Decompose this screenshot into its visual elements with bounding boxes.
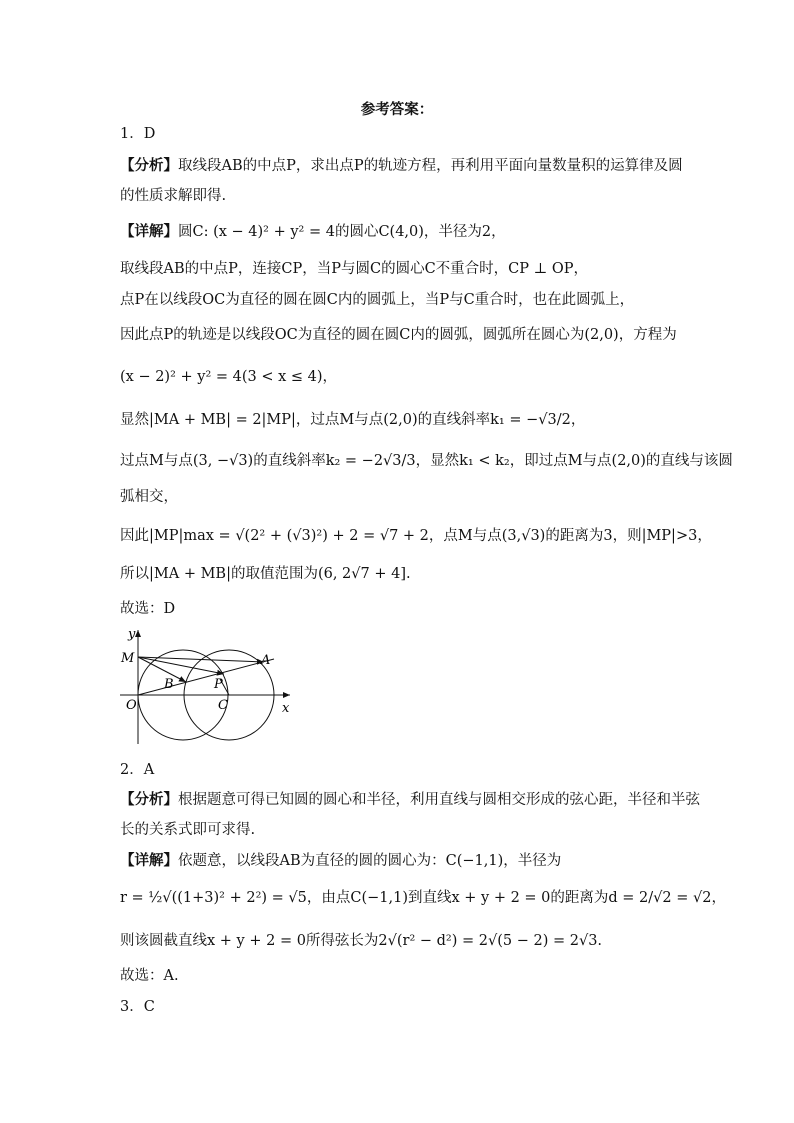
q1-detail-line-10: 所以|MA + MB|的取值范围为(6, 2√7 + 4]. (120, 566, 411, 582)
q1-detail-line-8: 弧相交， (120, 489, 178, 505)
label-m: M (121, 651, 135, 666)
q2-answer: 故选：A. (120, 968, 179, 984)
q2-analysis-line-1 (120, 790, 734, 810)
q1-detail-line-6: 显然|MA + MB| = 2|MP|，过点M与点(2,0)的直线斜率k₁ = −√3/2， (120, 412, 586, 428)
label-c: C (218, 698, 228, 713)
q1-detail-line-1 (120, 222, 734, 242)
q1-figure-svg (118, 622, 298, 747)
q1-number: 1．D (120, 126, 156, 142)
q1-detail-line-9: 因此|MP|max = √(2² + (√3)²) + 2 = √7 + 2，点M与点(3,√3)的距离为3，则|MP|>3， (120, 528, 712, 544)
label-x: x (282, 701, 290, 716)
q1-answer: 故选：D (120, 601, 176, 617)
q2-detail-line-1 (120, 851, 734, 871)
label-o: O (126, 698, 137, 713)
q1-geometry-figure (118, 622, 298, 747)
q1-detail-line-3: 点P在以线段OC为直径的圆在圆C内的圆弧上，当P与C重合时，也在此圆弧上， (120, 292, 635, 308)
q1-detail-tag: 【详解】 (120, 223, 178, 240)
line-oa (138, 659, 274, 695)
vector-ma (138, 657, 264, 662)
q2-analysis-tag: 【分析】 (120, 791, 178, 808)
q2-detail-tag: 【详解】 (120, 852, 178, 869)
q2-analysis-line-2: 长的关系式即可求得. (120, 822, 256, 838)
q3-number: 3．C (120, 999, 155, 1015)
q1-detail-line-7: 过点M与点(3, −√3)的直线斜率k₂ = −2√3/3，显然k₁ < k₂，即过点M与点(2,0)的直线与该圆 (120, 453, 733, 469)
q2-detail-text-1: 依题意，以线段AB为直径的圆的圆心为：C(−1,1)，半径为 (178, 853, 562, 869)
q2-analysis-text-1: 根据题意可得已知圆的圆心和半径，利用直线与圆相交形成的弦心距，半径和半弦 (178, 792, 700, 808)
vector-mb (138, 657, 186, 682)
q2-number: 2．A (120, 762, 155, 778)
q2-detail-line-3: 则该圆截直线x + y + 2 = 0所得弦长为2√(r² − d²) = 2√(5 − 2) = 2√3. (120, 933, 603, 949)
q1-detail-line-4: 因此点P的轨迹是以线段OC为直径的圆在圆C内的圆弧，圆弧所在圆心为(2,0)，方程为 (120, 327, 677, 343)
q1-detail-line-2: 取线段AB的中点P，连接CP，当P与圆C的圆心C不重合时，CP ⊥ OP， (120, 261, 589, 277)
q1-analysis-line-2: 的性质求解即得. (120, 188, 227, 204)
label-a: A (261, 653, 271, 668)
q1-analysis-tag: 【分析】 (120, 157, 178, 174)
q2-detail-line-2: r = ½√((1+3)² + 2²) = √5，由点C(−1,1)到直线x + y + 2 = 0的距离为d = 2/√2 = √2， (120, 890, 726, 906)
label-b: B (164, 677, 174, 692)
q1-analysis-text-1: 取线段AB的中点P，求出点P的轨迹方程，再利用平面向量数量积的运算律及圆 (178, 158, 683, 174)
q1-analysis-line-1 (120, 156, 734, 176)
label-y: y (128, 627, 136, 642)
q1-detail-line-5: (x − 2)² + y² = 4(3 < x ≤ 4)， (120, 369, 338, 385)
page-title: 参考答案： (360, 101, 434, 118)
label-p: P (214, 677, 223, 692)
q1-detail-text-1: 圆C: (x − 4)² + y² = 4的圆心C(4,0)，半径为2， (178, 224, 506, 240)
